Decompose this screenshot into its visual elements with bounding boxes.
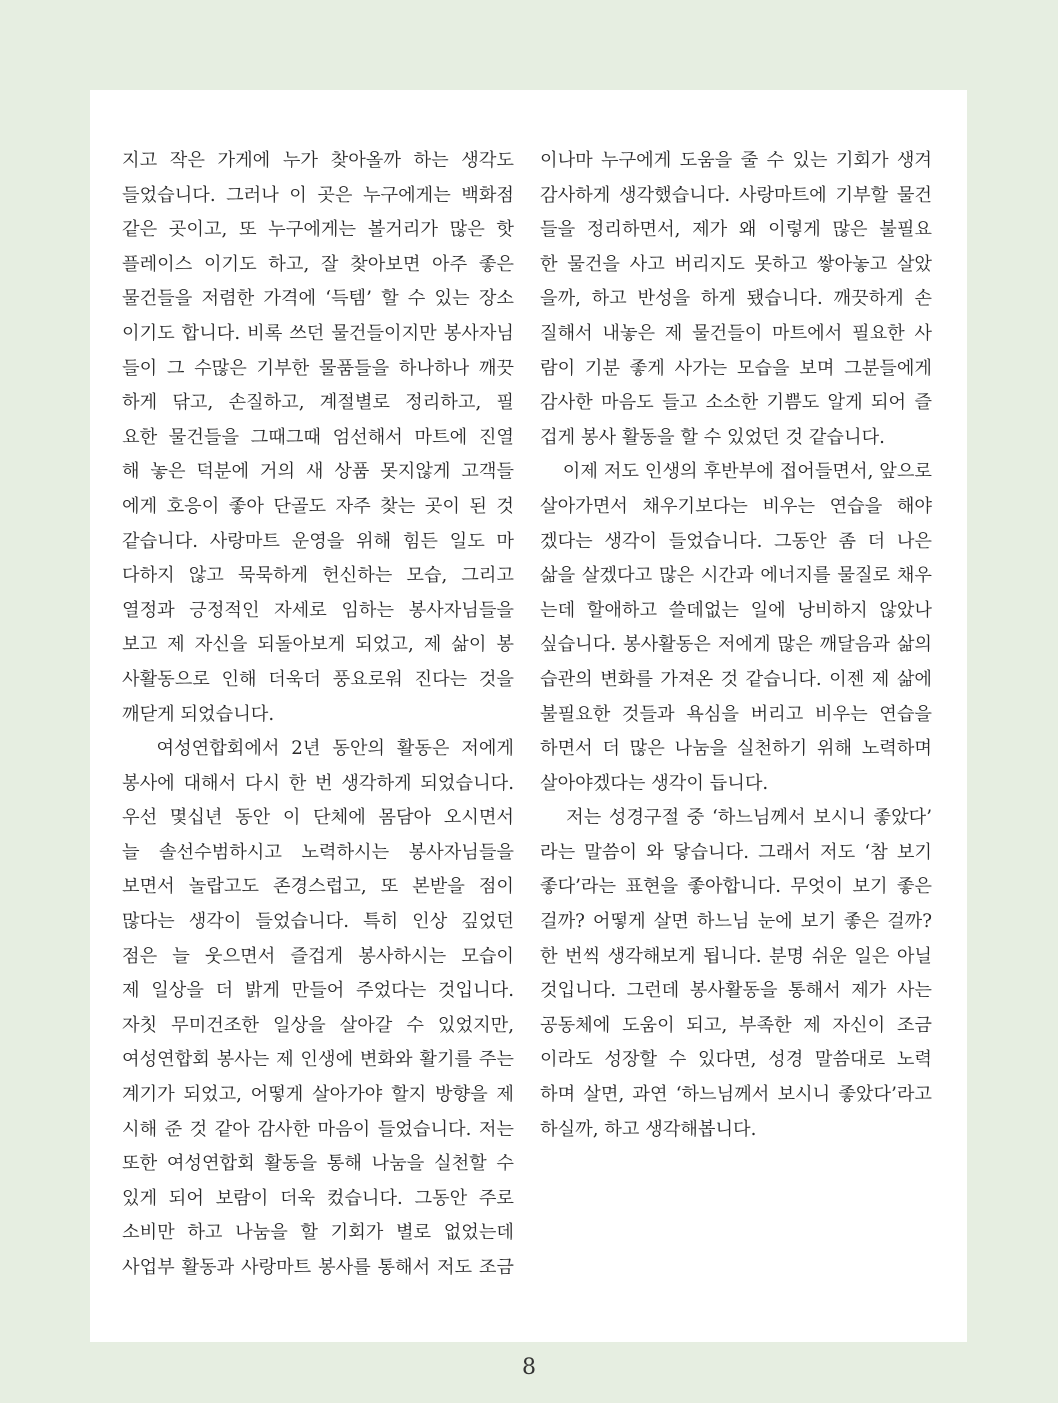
text-line: 싶습니다. 봉사활동은 저에게 많은 깨달음과 삶의 <box>540 634 932 656</box>
text-line: 한 물건을 사고 버리지도 못하고 쌓아놓고 살았 <box>540 253 932 275</box>
text-line: 사활동으로 인해 더욱더 풍요로워 진다는 것을 <box>122 668 514 690</box>
text-line: 계기가 되었고, 어떻게 살아가야 할지 방향을 제 <box>122 1084 514 1106</box>
text-line: 제 일상을 더 밝게 만들어 주었다는 것입니다. <box>122 980 514 1002</box>
text-line: 물건들을 저렴한 가격에 ‘득템’ 할 수 있는 장소 <box>122 288 514 310</box>
text-line: 요한 물건들을 그때그때 엄선해서 마트에 진열 <box>122 426 514 448</box>
text-line: 감사하게 생각했습니다. 사랑마트에 기부할 물건 <box>540 184 932 206</box>
text-line: 겁게 봉사 활동을 할 수 있었던 것 같습니다. <box>540 426 885 448</box>
text-line: 또한 여성연합회 활동을 통해 나눔을 실천할 수 <box>122 1153 514 1175</box>
text-line: 있게 되어 보람이 더욱 컸습니다. 그동안 주로 <box>122 1187 514 1209</box>
text-line: 봉사에 대해서 다시 한 번 생각하게 되었습니다. <box>122 772 514 794</box>
text-line: 이라도 성장할 수 있다면, 성경 말씀대로 노력 <box>540 1049 932 1071</box>
text-line: 보면서 놀랍고도 존경스럽고, 또 본받을 점이 <box>122 876 514 898</box>
text-line: 좋다’라는 표현을 좋아합니다. 무엇이 보기 좋은 <box>540 876 932 898</box>
text-line: 라는 말씀이 와 닿습니다. 그래서 저도 ‘참 보기 <box>540 841 932 863</box>
text-line: 저는 성경구절 중 ‘하느님께서 보시니 좋았다’ <box>550 807 932 829</box>
text-line: 람이 기분 좋게 사가는 모습을 보며 그분들에게 <box>540 357 932 379</box>
text-line: 걸까? 어떻게 살면 하느님 눈에 보기 좋은 걸까? <box>540 911 932 933</box>
text-line: 것입니다. 그런데 봉사활동을 통해서 제가 사는 <box>540 980 932 1002</box>
text-line: 한 번씩 생각해보게 됩니다. 분명 쉬운 일은 아닐 <box>540 945 932 967</box>
text-line: 습관의 변화를 가져온 것 같습니다. 이젠 제 삶에 <box>540 668 932 690</box>
text-line: 는데 할애하고 쓸데없는 일에 낭비하지 않았나 <box>540 599 932 621</box>
text-line: 사업부 활동과 사랑마트 봉사를 통해서 저도 조금 <box>122 1257 514 1278</box>
text-line: 겠다는 생각이 들었습니다. 그동안 좀 더 나은 <box>540 530 932 552</box>
text-line: 플레이스 이기도 하고, 잘 찾아보면 아주 좋은 <box>122 253 514 275</box>
text-line: 살아야겠다는 생각이 듭니다. <box>540 772 769 794</box>
text-line: 하게 닦고, 손질하고, 계절별로 정리하고, 필 <box>122 392 514 414</box>
text-line: 을까, 하고 반성을 하게 됐습니다. 깨끗하게 손 <box>540 288 932 310</box>
text-line: 이기도 합니다. 비록 쓰던 물건들이지만 봉사자님 <box>122 322 514 344</box>
text-line: 하며 살면, 과연 ‘하느님께서 보시니 좋았다’라고 <box>540 1084 932 1106</box>
text-line: 불필요한 것들과 욕심을 버리고 비우는 연습을 <box>540 703 932 725</box>
text-line: 공동체에 도움이 되고, 부족한 제 자신이 조금 <box>540 1014 932 1036</box>
text-line: 지고 작은 가게에 누가 찾아올까 하는 생각도 <box>122 150 514 171</box>
text-line: 깨닫게 되었습니다. <box>122 703 275 725</box>
text-line: 삶을 살겠다고 많은 시간과 에너지를 물질로 채우 <box>540 565 932 587</box>
text-line: 해 놓은 덕분에 거의 새 상품 못지않게 고객들 <box>122 461 514 483</box>
text-line: 늘 솔선수범하시고 노력하시는 봉사자님들을 <box>122 841 514 863</box>
text-line: 소비만 하고 나눔을 할 기회가 별로 없었는데 <box>122 1222 514 1244</box>
text-line: 하실까, 하고 생각해봅니다. <box>540 1118 757 1140</box>
text-line: 들을 정리하면서, 제가 왜 이렇게 많은 불필요 <box>540 219 932 241</box>
text-line: 같습니다. 사랑마트 운영을 위해 힘든 일도 마 <box>122 530 514 552</box>
right-column <box>540 144 932 1147</box>
text-line: 시해 준 것 같아 감사한 마음이 들었습니다. 저는 <box>122 1118 514 1140</box>
text-line: 이제 저도 인생의 후반부에 접어들면서, 앞으로 <box>550 461 932 483</box>
text-line: 들었습니다. 그러나 이 곳은 누구에게는 백화점 <box>122 184 514 206</box>
text-line: 들이 그 수많은 기부한 물품들을 하나하나 깨끗 <box>122 357 514 379</box>
text-line: 질해서 내놓은 제 물건들이 마트에서 필요한 사 <box>540 322 932 344</box>
text-line: 여성연합회에서 2년 동안의 활동은 저에게 <box>132 738 514 760</box>
text-line: 에게 호응이 좋아 단골도 자주 찾는 곳이 된 것 <box>122 495 514 517</box>
text-line: 하면서 더 많은 나눔을 실천하기 위해 노력하며 <box>540 738 932 760</box>
text-line: 점은 늘 웃으면서 즐겁게 봉사하시는 모습이 <box>122 945 514 967</box>
text-line: 같은 곳이고, 또 누구에게는 볼거리가 많은 핫 <box>122 219 514 241</box>
text-line: 이나마 누구에게 도움을 줄 수 있는 기회가 생겨 <box>540 150 932 171</box>
document-page <box>90 90 967 1342</box>
text-line: 자칫 무미건조한 일상을 살아갈 수 있었지만, <box>122 1014 514 1036</box>
text-line: 다하지 않고 묵묵하게 헌신하는 모습, 그리고 <box>122 565 514 587</box>
text-line: 여성연합회 봉사는 제 인생에 변화와 활기를 주는 <box>122 1049 514 1071</box>
text-line: 살아가면서 채우기보다는 비우는 연습을 해야 <box>540 495 932 517</box>
text-line: 보고 제 자신을 되돌아보게 되었고, 제 삶이 봉 <box>122 634 514 656</box>
text-line: 감사한 마음도 들고 소소한 기쁨도 알게 되어 즐 <box>540 392 932 414</box>
text-line: 많다는 생각이 들었습니다. 특히 인상 깊었던 <box>122 911 514 933</box>
text-line: 열정과 긍정적인 자세로 임하는 봉사자님들을 <box>122 599 514 621</box>
page-number: 8 <box>522 1355 536 1380</box>
left-column <box>122 144 514 1286</box>
text-line: 우선 몇십년 동안 이 단체에 몸담아 오시면서 <box>122 807 514 829</box>
